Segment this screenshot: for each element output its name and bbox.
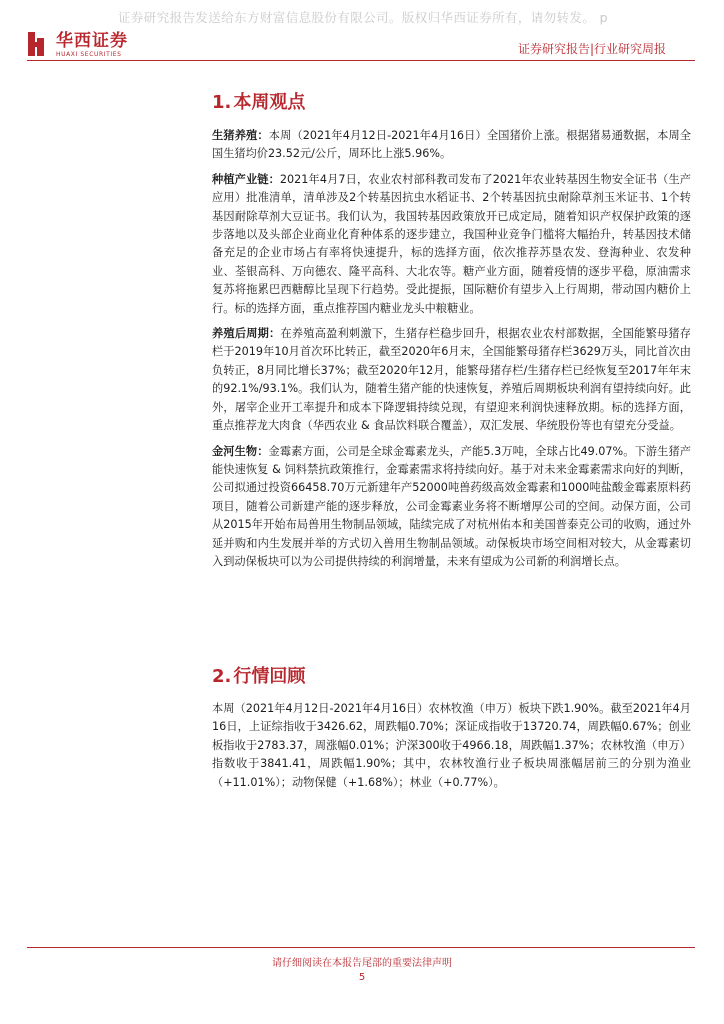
report-type-label: 证券研究报告|行业研究周报 xyxy=(517,42,666,56)
section-1-title: 本周观点 xyxy=(233,92,306,113)
paragraph-lead: 养殖后周期： xyxy=(212,327,281,341)
section-1-body xyxy=(212,127,691,571)
paragraph-text: 金霉素方面，公司是全球金霉素龙头，产能5.3万吨，全球占比49.07%。下游生猪产能快速恢复 & 饲料禁抗政策推行，金霉素需求将持续向好。基于对未来金霉素需求向好的判断，公司拟通过投资66458.70万元新建年产52000吨兽药级高效金霉素和1000吨盐酸金霉素原料药项目，随着公司新建产能的逐步释放，公司金霉素业务将不断增厚公司的空间。动保方面，公司从2015年开始布局兽用生物制品领域，陆续完成了对杭州佑本和美国普泰克公司的收购，通过外延并购和内生发展并举的方式切入兽用生物制品领域。动保板块市场空间相对较大，从金霉素切入到动保板块可以为公司提供持续的利润增量，未来有望成为公司新的利润增长点。 xyxy=(212,444,691,568)
section-1-number: 1. xyxy=(212,92,232,113)
paragraph-text: 本周（2021年4月12日-2021年4月16日）全国猪价上涨。根据猪易通数据，本周全国生猪均价23.52元/公斤，周环比上涨5.96%。 xyxy=(212,129,691,161)
copyright-watermark: 证券研究报告发送给东方财富信息股份有限公司。版权归华西证券所有，请勿转发。 p xyxy=(118,10,609,25)
paragraph-pig-farming xyxy=(212,127,691,164)
company-logo xyxy=(28,30,128,58)
logo-chinese-name: 华西证券 xyxy=(56,30,128,51)
logo-english-name: HUAXI SECURITIES xyxy=(56,50,122,58)
paragraph-text: 2021年4月7日，农业农村部科教司发布了2021年农业转基因生物安全证书（生产应用）批准清单，清单涉及2个转基因抗虫水稻证书、2个转基因抗虫耐除草剂玉米证书、1个转基因耐除草剂大豆证书。我们认为，我国转基因政策放开已成定局，随着知识产权保护政策的逐步落地以及头部企业商业化育种体系的逐步建立，我国种业竞争门槛将大幅抬升，转基因技术储备充足的企业市场占有率将快速提升，标的选择方面，依次推荐苏垦农发、登海种业、农发种业、荃银高科、万向德农、隆平高科、大北农等。糖产业方面，随着疫情的逐步平稳，原油需求复苏将拖累巴西糖醇比呈现下行趋势。受此提振，国际糖价有望步入上行周期，带动国内糖价上行。标的选择方面，重点推荐国内糖业龙头中粮糖业。 xyxy=(212,172,691,315)
legal-notice: 请仔细阅读在本报告尾部的重要法律声明 xyxy=(272,958,452,969)
footer-divider xyxy=(27,947,695,948)
section-2-number: 2. xyxy=(212,666,232,687)
huaxi-logo-icon xyxy=(28,30,50,58)
page-number: 5 xyxy=(358,972,366,983)
section-2-title: 行情回顾 xyxy=(233,666,306,687)
section-2-body xyxy=(212,700,691,792)
paragraph-lead: 种植产业链： xyxy=(212,172,280,186)
paragraph-lead: 金河生物： xyxy=(212,444,269,458)
paragraph-jinhe-biotech xyxy=(212,443,691,572)
section-1-heading xyxy=(212,88,305,114)
paragraph-market-review: 本周（2021年4月12日-2021年4月16日）农林牧渔（申万）板块下跌1.90%。截至2021年4月16日，上证综指收于3426.62，周跌幅0.70%；深证成指收于13720.74，周跌幅0.67%；创业板指收于2783.37，周涨幅0.01%；沪深300收于4966.18，周跌幅1.37%；农林牧渔（申万）指数收于3841.41，周跌幅1.90%；其中，农林牧渔行业子板块周涨幅居前三的分别为渔业（+11.01%）；动物保健（+1.68%）；林业（+0.77%）。 xyxy=(212,702,691,789)
section-2-heading xyxy=(212,662,305,688)
paragraph-lead: 生猪养殖： xyxy=(212,129,269,142)
paragraph-post-breeding-cycle xyxy=(212,325,691,435)
paragraph-planting-chain xyxy=(212,171,691,318)
paragraph-text: 在养殖高盈利刺激下，生猪存栏稳步回升，根据农业农村部数据，全国能繁母猪存栏于2019年10月首次环比转正，截至2020年6月末，全国能繁母猪存栏3629万头，同比首次由负转正，8月同比增长37%；截至2020年12月，能繁母猪存栏/生猪存栏已经恢复至2017年年末的92.1%/93.1%。我们认为，随着生猪产能的快速恢复，养殖后周期板块利润有望持续向好。此外，屠宰企业开工率提升和成本下降逻辑持续兑现，有望迎来利润快速释放期。标的选择方面，重点推荐龙大肉食（华西农业 & 食品饮料联合覆盖），双汇发展、华统股份等也有望充分受益。 xyxy=(212,327,691,433)
header-divider xyxy=(27,60,695,61)
